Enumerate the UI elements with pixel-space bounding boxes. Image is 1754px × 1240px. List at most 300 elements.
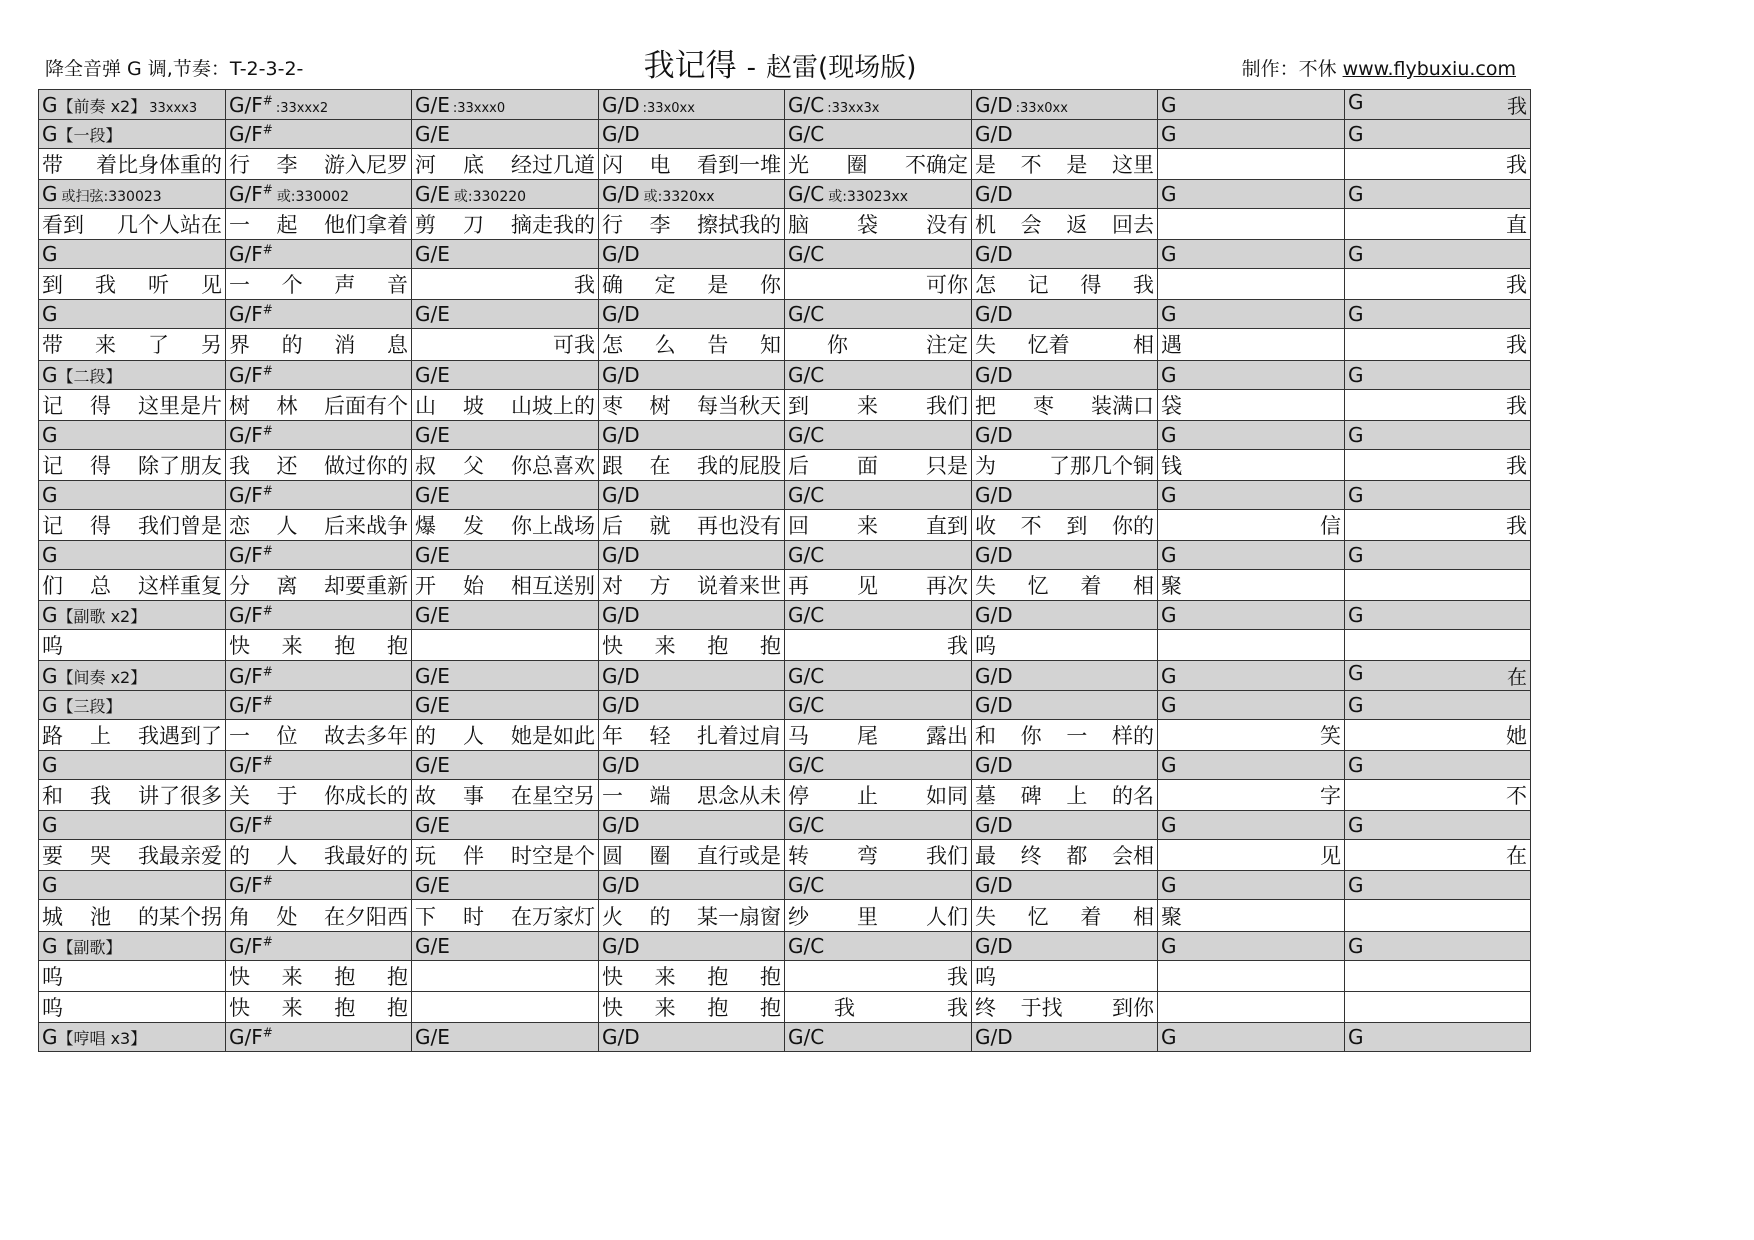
chord-cell bbox=[412, 90, 599, 120]
lyric-text: 在夕阳西 bbox=[324, 904, 408, 929]
lyric-cell bbox=[39, 900, 226, 931]
section-tag: 【三段】 bbox=[57, 697, 122, 717]
chord-cell bbox=[599, 300, 785, 329]
lyric-text: 再也没有 bbox=[697, 513, 781, 538]
chord-name: G bbox=[1161, 362, 1177, 387]
chord-cell bbox=[1158, 240, 1345, 269]
lyric-text: 记 bbox=[1027, 273, 1049, 298]
lyric-cell bbox=[972, 269, 1158, 300]
lyric-cell bbox=[785, 991, 972, 1022]
lyric-cell bbox=[39, 629, 226, 660]
chord-name: G bbox=[1161, 602, 1177, 627]
lyric-segments bbox=[1161, 390, 1341, 420]
lyric-text: 了那几个铜 bbox=[1049, 453, 1154, 478]
chord-row bbox=[39, 600, 1531, 629]
lyric-cell bbox=[599, 960, 785, 991]
tab-fingering: 33xxx3 bbox=[149, 100, 198, 116]
chord-name: G/F bbox=[229, 422, 263, 447]
chord-name: G bbox=[42, 302, 58, 327]
sharp-sign: # bbox=[262, 122, 273, 137]
lyric-text: 恋 bbox=[229, 513, 250, 538]
lyric-text: 是 bbox=[707, 273, 729, 298]
lyric-cell bbox=[972, 329, 1158, 360]
chord-name: G bbox=[1161, 302, 1177, 327]
lyric-text: 知 bbox=[759, 333, 781, 358]
lyric-segments bbox=[788, 961, 968, 991]
chord-cell bbox=[1345, 931, 1531, 960]
chord-name: G/C bbox=[788, 122, 825, 147]
lyric-cell bbox=[599, 840, 785, 871]
lyric-text: 马 bbox=[788, 724, 809, 749]
lyric-text: 做过你的 bbox=[324, 453, 408, 478]
chord-name: G/D bbox=[602, 542, 640, 567]
chord-name: G/F bbox=[229, 542, 263, 567]
chord-name: G bbox=[1348, 933, 1364, 958]
lyric-text: 得 bbox=[90, 513, 111, 538]
lyric-segments bbox=[229, 780, 408, 810]
lyric-text: 相 bbox=[1132, 573, 1154, 598]
lyric-segments bbox=[602, 329, 781, 359]
chord-name: G bbox=[1348, 482, 1364, 507]
chord-name: G/C bbox=[788, 422, 825, 447]
chord-cell bbox=[412, 480, 599, 509]
lyric-cell bbox=[1158, 509, 1345, 540]
lyric-text: 装满口 bbox=[1091, 393, 1154, 418]
lyric-text: 墓 bbox=[975, 784, 996, 809]
lyric-text: 除了朋友 bbox=[138, 453, 222, 478]
lyric-cell bbox=[39, 509, 226, 540]
lyric-cell bbox=[39, 960, 226, 991]
chord-name: G/D bbox=[602, 753, 640, 778]
lyric-text: 圈 bbox=[846, 153, 868, 178]
lyric-text: 抱 bbox=[386, 995, 408, 1020]
lyric-segments bbox=[229, 901, 408, 931]
lyric-text: 轻 bbox=[649, 724, 671, 749]
lyric-text: 快 bbox=[229, 964, 250, 989]
lyric-cell bbox=[226, 840, 412, 871]
chord-cell bbox=[412, 240, 599, 269]
chord-name: G bbox=[1161, 813, 1177, 838]
lyric-cell bbox=[412, 629, 599, 660]
chord-cell bbox=[785, 90, 972, 120]
lyric-text: 失 bbox=[975, 904, 996, 929]
chord-cell bbox=[226, 180, 412, 209]
lyric-cell bbox=[599, 900, 785, 931]
chord-name: G bbox=[42, 422, 58, 447]
chord-cell bbox=[1158, 931, 1345, 960]
chord-cell bbox=[1158, 360, 1345, 389]
lyric-text: 几个人站在 bbox=[117, 213, 222, 238]
lyric-text: 思念从未 bbox=[697, 784, 781, 809]
lyric-text: 底 bbox=[463, 153, 484, 178]
lyric-cell bbox=[226, 329, 412, 360]
lyric-text: 看到一堆 bbox=[697, 153, 781, 178]
credit-label: 制作：不休 bbox=[1241, 58, 1337, 80]
lyric-cell bbox=[972, 449, 1158, 480]
lyric-text: 对 bbox=[602, 573, 623, 598]
chord-cell bbox=[39, 90, 226, 120]
lyric-text: 着比身体重的 bbox=[96, 153, 222, 178]
chord-row bbox=[39, 1022, 1531, 1051]
lyric-text: 你 bbox=[827, 333, 848, 358]
lyric-cell bbox=[972, 720, 1158, 751]
chord-cell bbox=[1345, 751, 1531, 780]
chord-cell bbox=[226, 240, 412, 269]
chord-name: G/D bbox=[975, 122, 1013, 147]
lyric-cell bbox=[1345, 269, 1531, 300]
lyric-text: 终 bbox=[1020, 844, 1042, 869]
chord-name: G/F bbox=[229, 362, 263, 387]
lyric-segments bbox=[415, 840, 595, 870]
alt-fingering: 或:330220 bbox=[453, 189, 527, 206]
lyric-cell bbox=[785, 449, 972, 480]
lyric-segments bbox=[1161, 510, 1341, 540]
lyric-text: 枣 bbox=[1033, 393, 1054, 418]
lyric-text: 遇 bbox=[1161, 333, 1182, 358]
lyric-text: 我 bbox=[947, 634, 968, 659]
lyric-text: 父 bbox=[463, 453, 484, 478]
chord-row bbox=[39, 120, 1531, 149]
sharp-sign: # bbox=[262, 873, 273, 888]
lyric-row bbox=[39, 720, 1531, 751]
chord-cell bbox=[412, 811, 599, 840]
lyric-text: 始 bbox=[463, 573, 484, 598]
sheet-header bbox=[0, 0, 1560, 90]
lyric-cell bbox=[412, 329, 599, 360]
chord-cell bbox=[972, 661, 1158, 691]
lyric-text: 快 bbox=[229, 995, 250, 1020]
lyric-text: 后来战争 bbox=[324, 513, 408, 538]
sharp-sign: # bbox=[262, 603, 273, 618]
sharp-sign: # bbox=[262, 483, 273, 498]
lyric-cell bbox=[226, 569, 412, 600]
lyric-segments bbox=[1161, 329, 1341, 359]
chord-cell bbox=[39, 661, 226, 691]
pickup-lyric: 我 bbox=[1506, 333, 1527, 358]
lyric-cell bbox=[1345, 149, 1531, 180]
lyric-text: 抱 bbox=[707, 634, 729, 659]
lyric-text: 没有 bbox=[926, 213, 968, 238]
lyric-text: 抱 bbox=[759, 964, 781, 989]
chord-name: G bbox=[42, 813, 58, 838]
lyric-text: 处 bbox=[276, 904, 298, 929]
lyric-text: 哭 bbox=[90, 844, 111, 869]
chord-name: G/D bbox=[602, 873, 640, 898]
chord-name: G/D bbox=[602, 362, 640, 387]
lyric-text: 这里 bbox=[1111, 153, 1154, 178]
lyric-cell bbox=[972, 569, 1158, 600]
lyric-text: 我的屁股 bbox=[697, 453, 781, 478]
chord-cell bbox=[39, 480, 226, 509]
lyric-text: 得 bbox=[90, 453, 111, 478]
lyric-cell bbox=[599, 209, 785, 240]
lyric-text: 相互送别 bbox=[511, 573, 595, 598]
lyric-segments bbox=[229, 720, 408, 750]
chord-cell bbox=[599, 90, 785, 120]
chord-name: G/E bbox=[415, 602, 450, 627]
chord-name: G bbox=[42, 693, 58, 718]
lyric-cell bbox=[1158, 149, 1345, 180]
chord-name: G/F bbox=[229, 242, 263, 267]
chord-name: G bbox=[1348, 693, 1364, 718]
chord-cell bbox=[599, 751, 785, 780]
lyric-cell bbox=[1345, 720, 1531, 751]
lyric-text: 着 bbox=[1080, 904, 1102, 929]
lyric-cell bbox=[1158, 629, 1345, 660]
lyric-segments bbox=[415, 450, 595, 480]
lyric-text: 怎 bbox=[975, 273, 996, 298]
chord-name: G bbox=[1348, 661, 1364, 686]
lyric-segments bbox=[42, 780, 222, 810]
chord-name: G/D bbox=[975, 813, 1013, 838]
lyric-cell bbox=[599, 720, 785, 751]
chord-name: G/D bbox=[602, 1024, 640, 1049]
lyric-cell bbox=[599, 389, 785, 420]
chord-cell bbox=[1345, 871, 1531, 900]
lyric-text: 息 bbox=[386, 333, 408, 358]
chord-name: G/F bbox=[229, 663, 263, 688]
lyric-text: 路 bbox=[42, 724, 63, 749]
chord-name: G/C bbox=[788, 602, 825, 627]
lyric-cell bbox=[972, 991, 1158, 1022]
lyric-cell bbox=[39, 720, 226, 751]
lyric-text: 信 bbox=[1320, 513, 1341, 538]
lyric-segments bbox=[229, 149, 408, 179]
lyric-segments bbox=[602, 630, 781, 660]
chord-cell bbox=[226, 420, 412, 449]
lyric-cell bbox=[785, 569, 972, 600]
chord-cell bbox=[972, 751, 1158, 780]
lyric-cell bbox=[785, 720, 972, 751]
lyric-text: 回 bbox=[788, 513, 809, 538]
lyric-cell bbox=[226, 389, 412, 420]
lyric-text: 聚 bbox=[1161, 573, 1182, 598]
lyric-cell bbox=[1158, 720, 1345, 751]
chord-name: G/E bbox=[415, 542, 450, 567]
lyric-cell bbox=[599, 329, 785, 360]
lyric-cell bbox=[785, 389, 972, 420]
lyric-text: 后面有个 bbox=[324, 393, 408, 418]
chord-cell bbox=[1345, 360, 1531, 389]
pickup-lyric: 她 bbox=[1506, 724, 1527, 749]
chord-name: G bbox=[1161, 122, 1177, 147]
chord-cell bbox=[972, 871, 1158, 900]
lyric-cell bbox=[785, 960, 972, 991]
song-title: 我记得 bbox=[643, 48, 737, 84]
lyric-segments bbox=[229, 269, 408, 299]
lyric-text: 刀 bbox=[463, 213, 484, 238]
lyric-segments bbox=[602, 209, 781, 239]
chord-name: G/D bbox=[975, 542, 1013, 567]
lyric-cell bbox=[785, 209, 972, 240]
lyric-segments bbox=[42, 149, 222, 179]
lyric-text: 却要重新 bbox=[324, 573, 408, 598]
lyric-text: 来 bbox=[281, 964, 303, 989]
lyric-text: 分 bbox=[229, 573, 250, 598]
lyric-text: 么 bbox=[654, 333, 676, 358]
chord-name: G/F bbox=[229, 122, 263, 147]
lyric-text: 来 bbox=[654, 995, 676, 1020]
lyric-text: 一 bbox=[229, 273, 250, 298]
lyric-row bbox=[39, 269, 1531, 300]
alt-fingering: 或:33023xx bbox=[828, 189, 909, 206]
lyric-text: 在万家灯 bbox=[511, 904, 595, 929]
lyric-text: 样的 bbox=[1111, 724, 1154, 749]
lyric-text: 方 bbox=[649, 573, 671, 598]
lyric-text: 讲了很多 bbox=[138, 784, 222, 809]
chord-cell bbox=[972, 360, 1158, 389]
chord-cell bbox=[39, 360, 226, 389]
lyric-cell bbox=[1158, 209, 1345, 240]
chord-cell bbox=[785, 240, 972, 269]
lyric-text: 相 bbox=[1132, 904, 1154, 929]
lyric-segments bbox=[229, 630, 408, 660]
lyric-segments bbox=[42, 570, 222, 600]
lyric-row bbox=[39, 389, 1531, 420]
chord-name: G/D bbox=[602, 182, 640, 207]
chord-name: G bbox=[42, 873, 58, 898]
chord-name: G/F bbox=[229, 92, 263, 117]
lyric-text: 这里是片 bbox=[138, 393, 222, 418]
chord-name: G bbox=[1348, 1024, 1364, 1049]
lyric-text: 光 bbox=[788, 153, 809, 178]
chord-name: G bbox=[1348, 242, 1364, 267]
chord-name: G bbox=[42, 242, 58, 267]
chord-name: G/D bbox=[975, 753, 1013, 778]
chord-cell bbox=[1158, 480, 1345, 509]
lyric-text: 聚 bbox=[1161, 904, 1182, 929]
chord-name: G/E bbox=[415, 753, 450, 778]
chord-name: G/C bbox=[788, 482, 825, 507]
chord-cell bbox=[39, 1022, 226, 1051]
chord-name: G/F bbox=[229, 302, 263, 327]
lyric-cell bbox=[785, 629, 972, 660]
lyric-segments bbox=[1161, 450, 1341, 480]
chord-cell bbox=[39, 931, 226, 960]
chord-name: G/D bbox=[975, 182, 1013, 207]
chord-name: G bbox=[42, 92, 58, 117]
lyric-text: 们 bbox=[42, 573, 63, 598]
lyric-cell bbox=[412, 840, 599, 871]
lyric-text: 上 bbox=[90, 724, 111, 749]
chord-cell bbox=[226, 120, 412, 149]
chord-name: G/D bbox=[602, 302, 640, 327]
lyric-cell bbox=[599, 269, 785, 300]
credit-site-link[interactable]: www.flybuxiu.com bbox=[1342, 58, 1516, 80]
lyric-text: 确 bbox=[602, 273, 623, 298]
lyric-segments bbox=[42, 269, 222, 299]
lyric-text: 快 bbox=[602, 964, 623, 989]
lyric-text: 是 bbox=[975, 153, 996, 178]
lyric-text: 时 bbox=[463, 904, 484, 929]
lyric-text: 你上战场 bbox=[511, 513, 595, 538]
lyric-text: 着 bbox=[1080, 573, 1102, 598]
lyric-text: 我 bbox=[834, 995, 855, 1020]
lyric-segments bbox=[42, 630, 222, 660]
lyric-text: 和 bbox=[975, 724, 996, 749]
chord-cell bbox=[412, 691, 599, 720]
lyric-text: 关 bbox=[229, 784, 250, 809]
chord-cell bbox=[972, 480, 1158, 509]
chord-cell bbox=[226, 600, 412, 629]
chord-cell bbox=[412, 871, 599, 900]
chord-name: G/D bbox=[602, 602, 640, 627]
lyric-cell bbox=[1345, 991, 1531, 1022]
lyric-cell bbox=[1158, 780, 1345, 811]
chord-name: G/F bbox=[229, 753, 263, 778]
lyric-text: 抱 bbox=[707, 964, 729, 989]
lyric-segments bbox=[229, 961, 408, 991]
sharp-sign: # bbox=[262, 933, 273, 948]
chord-name: G/E bbox=[415, 933, 450, 958]
lyric-segments bbox=[602, 992, 781, 1022]
chord-cell bbox=[412, 120, 599, 149]
pickup-lyric: 我 bbox=[1506, 153, 1527, 178]
lyric-text: 界 bbox=[229, 333, 250, 358]
lyric-cell bbox=[972, 900, 1158, 931]
lyric-text: 忆着 bbox=[1027, 333, 1070, 358]
lyric-cell bbox=[972, 209, 1158, 240]
chord-cell bbox=[785, 931, 972, 960]
chord-row bbox=[39, 661, 1531, 691]
chord-cell bbox=[1345, 600, 1531, 629]
lyric-text: 回去 bbox=[1111, 213, 1154, 238]
lyric-text: 我 bbox=[95, 273, 116, 298]
chord-name: G/E bbox=[415, 182, 450, 207]
lyric-text: 扎着过肩 bbox=[697, 724, 781, 749]
chord-name: G bbox=[1348, 753, 1364, 778]
chord-cell bbox=[39, 540, 226, 569]
pickup-lyric: 我 bbox=[1506, 453, 1527, 478]
lyric-segments bbox=[415, 720, 595, 750]
chord-cell bbox=[599, 420, 785, 449]
lyric-text: 发 bbox=[463, 513, 484, 538]
lyric-text: 一 bbox=[229, 724, 250, 749]
lyric-segments bbox=[602, 720, 781, 750]
chord-name: G/F bbox=[229, 482, 263, 507]
chord-name: G/D bbox=[602, 663, 640, 688]
lyric-text: 闪 bbox=[602, 153, 623, 178]
lyric-text: 记 bbox=[42, 453, 63, 478]
lyric-cell bbox=[412, 389, 599, 420]
lyric-cell bbox=[412, 780, 599, 811]
lyric-segments bbox=[788, 901, 968, 931]
chord-cell bbox=[599, 240, 785, 269]
lyric-text: 圈 bbox=[649, 844, 671, 869]
chord-row bbox=[39, 751, 1531, 780]
lyric-cell bbox=[785, 329, 972, 360]
lyric-text: 位 bbox=[276, 724, 298, 749]
chord-name: G/D bbox=[975, 422, 1013, 447]
chord-name: G/D bbox=[602, 482, 640, 507]
lyric-cell bbox=[1158, 840, 1345, 871]
lyric-row bbox=[39, 900, 1531, 931]
lyric-text: 爆 bbox=[415, 513, 436, 538]
alt-fingering: 或:3320xx bbox=[643, 189, 715, 206]
chord-cell bbox=[39, 420, 226, 449]
lyric-text: 来 bbox=[281, 995, 303, 1020]
chord-cell bbox=[1345, 300, 1531, 329]
sharp-sign: # bbox=[262, 242, 273, 257]
chord-row bbox=[39, 480, 1531, 509]
lyric-cell bbox=[1345, 329, 1531, 360]
lyric-cell bbox=[785, 780, 972, 811]
lyric-segments bbox=[1161, 720, 1341, 750]
chord-name: G bbox=[42, 933, 58, 958]
lyric-text: 人 bbox=[463, 724, 484, 749]
chord-name: G/E bbox=[415, 482, 450, 507]
chord-cell bbox=[972, 420, 1158, 449]
